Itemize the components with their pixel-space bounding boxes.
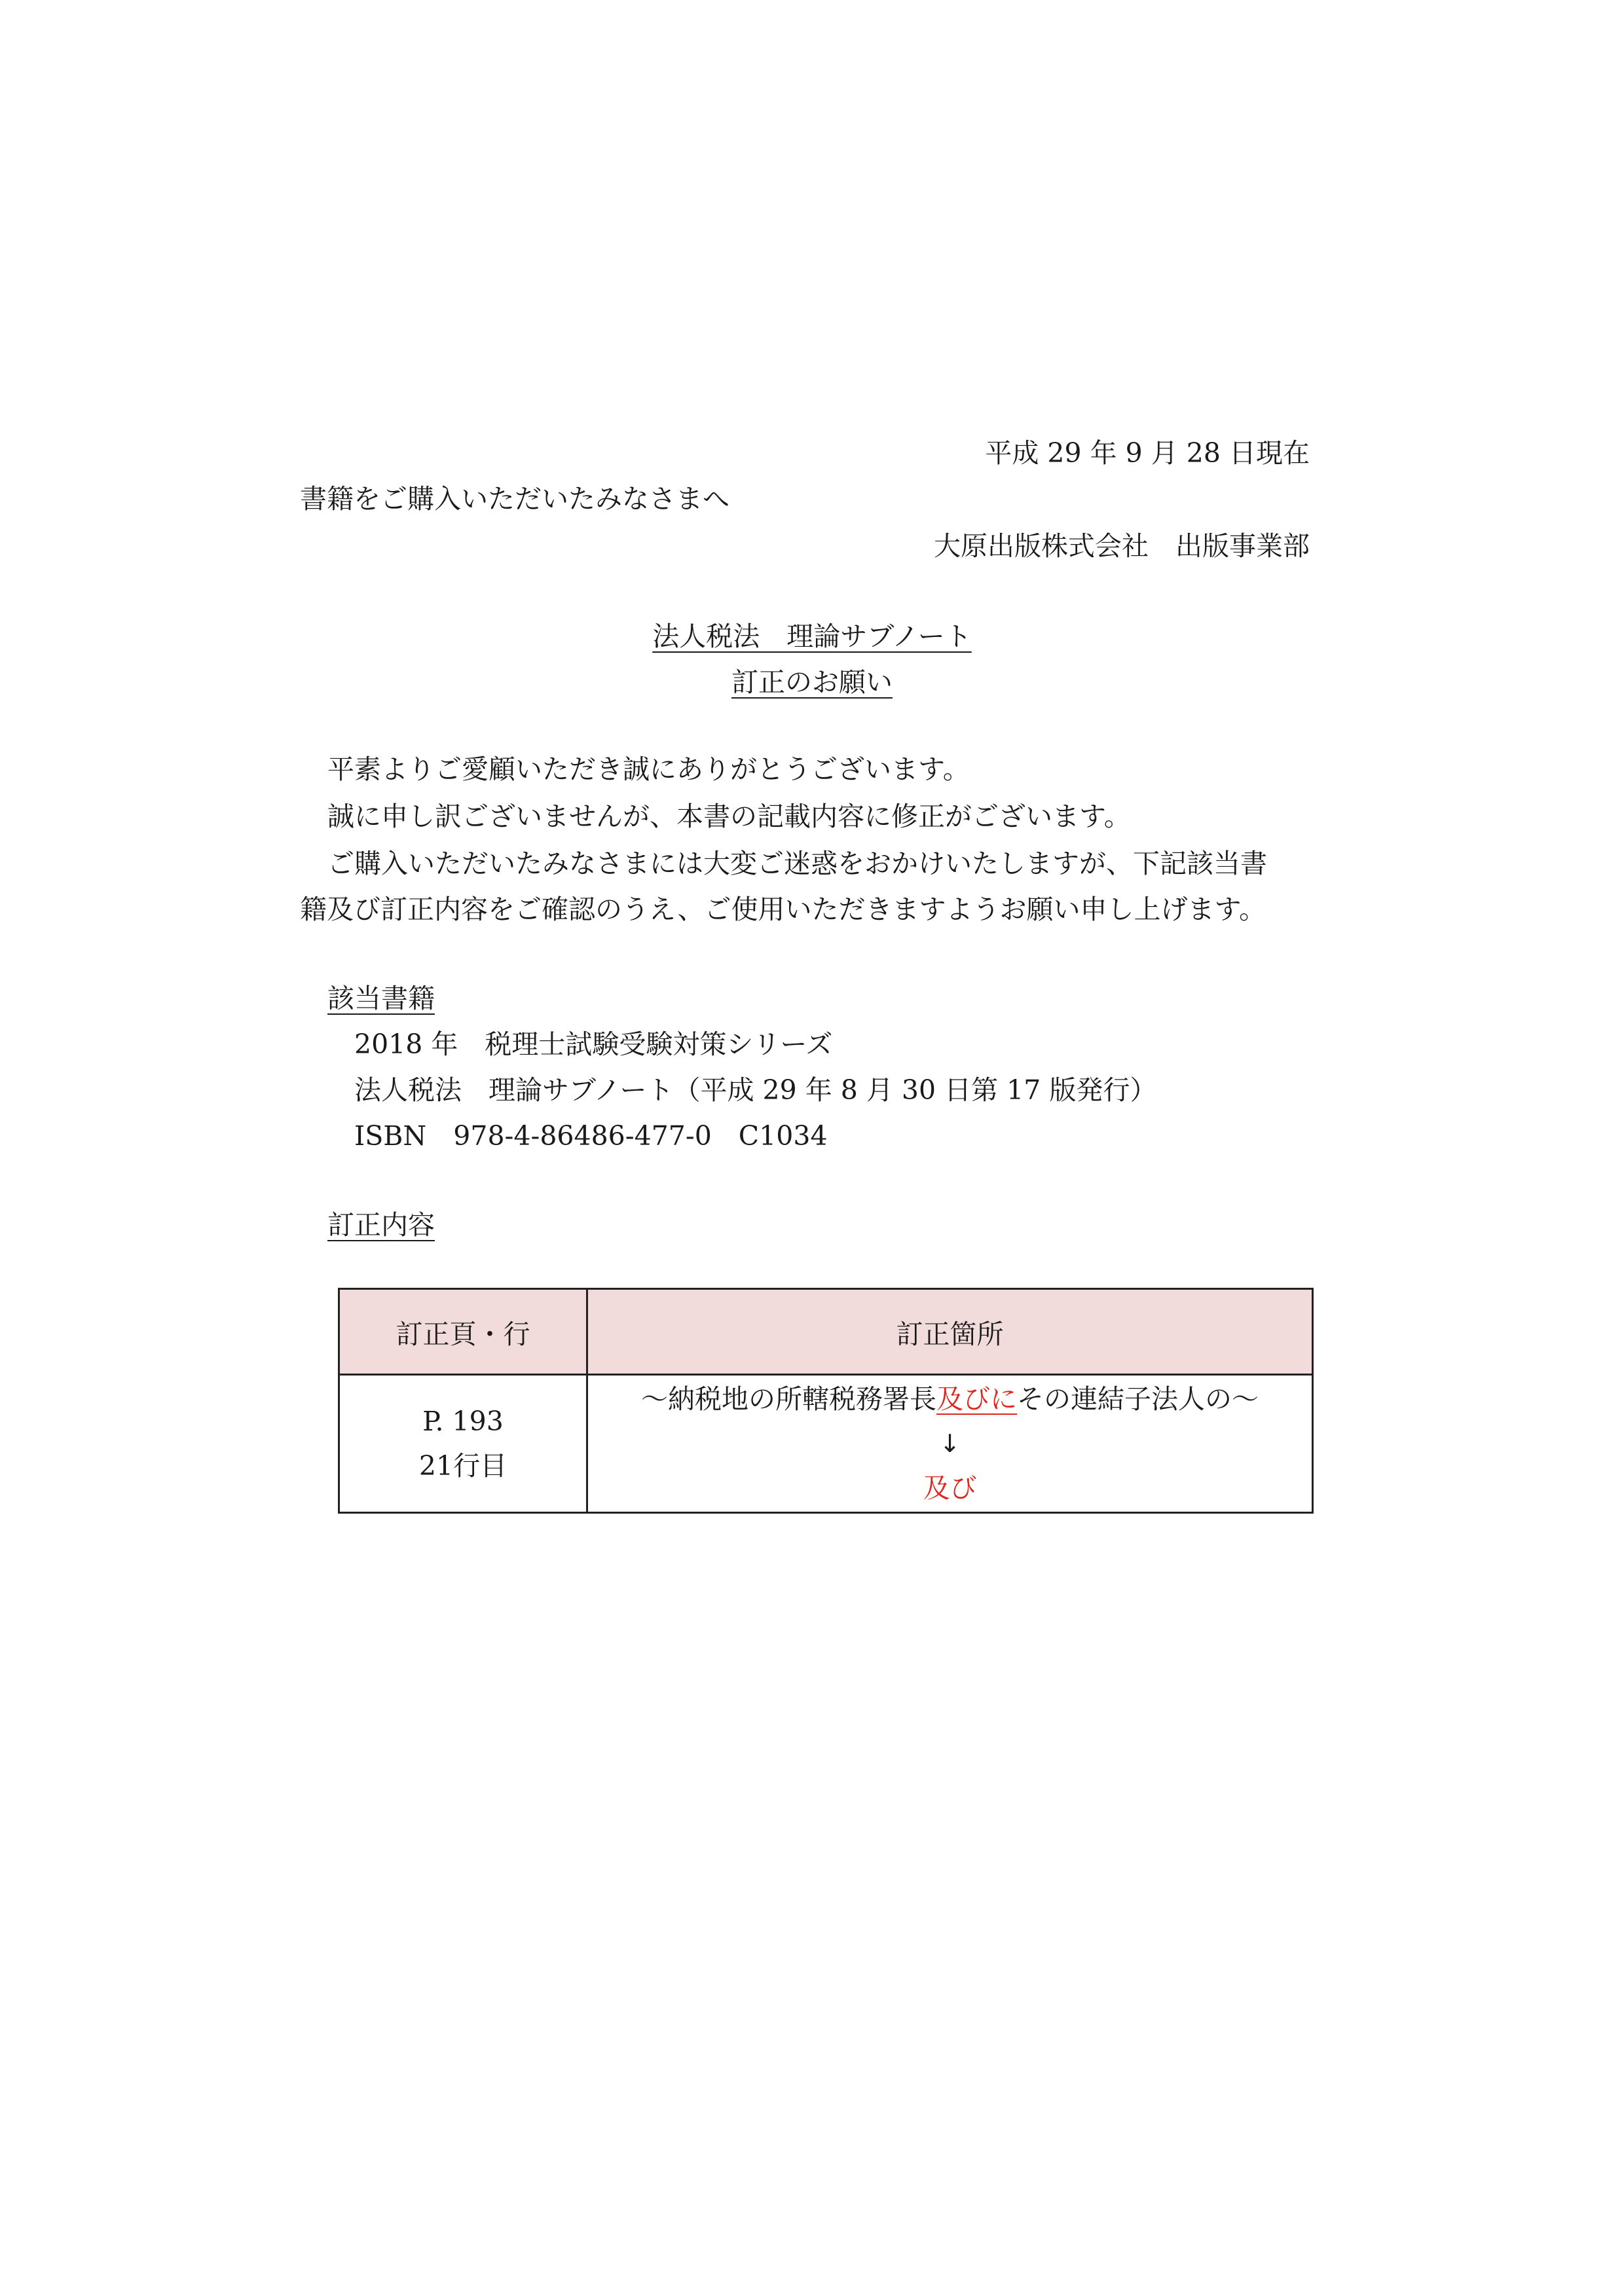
column-header-page-line: 訂正頁・行	[339, 1289, 587, 1375]
book-title: 法人税法 理論サブノート（平成 29 年 8 月 30 日第 17 版発行）	[354, 1074, 1157, 1106]
book-heading	[327, 980, 435, 1017]
before-suffix: その連結子法人の～	[1017, 1383, 1259, 1415]
cell-line: 21行目	[418, 1450, 507, 1482]
body-paragraph-2: 誠に申し訳ございませんが、本書の記載内容に修正がございます。	[327, 801, 1131, 832]
document-title	[0, 618, 1624, 655]
document-subtitle	[0, 664, 1624, 701]
document-title-text: 法人税法 理論サブノート	[652, 621, 972, 652]
cell-correction-detail	[587, 1375, 1313, 1513]
body-paragraph-1: 平素よりご愛顧いただき誠にありがとうございます。	[327, 754, 970, 785]
after-text: 及び	[923, 1472, 977, 1504]
column-header-correction-detail: 訂正箇所	[587, 1289, 1313, 1375]
correction-table-header-row	[339, 1289, 1313, 1375]
before-text	[588, 1377, 1312, 1421]
correction-heading	[327, 1207, 435, 1243]
book-heading-text: 該当書籍	[327, 983, 435, 1014]
before-wrong-text: 及びに	[936, 1383, 1017, 1415]
table-row	[339, 1375, 1313, 1513]
correction-heading-text: 訂正内容	[327, 1209, 435, 1241]
body-paragraph-3-line-2: 籍及び訂正内容をご確認のうえ、ご使用いただきますようお願い申し上げます。	[300, 894, 1266, 925]
book-series: 2018 年 税理士試験受験対策シリーズ	[354, 1029, 833, 1060]
cell-page-line	[339, 1375, 587, 1513]
down-arrow-icon: ↓	[939, 1429, 961, 1458]
book-isbn: ISBN 978-4-86486-477-0 C1034	[354, 1120, 828, 1152]
date-line: 平成 29 年 9 月 28 日現在	[985, 437, 1310, 469]
document-subtitle-text: 訂正のお願い	[731, 666, 893, 698]
before-prefix: ～納税地の所轄税務署長	[641, 1383, 936, 1415]
recipient-line: 書籍をご購入いただいたみなさまへ	[300, 483, 729, 515]
cell-page: P. 193	[422, 1406, 504, 1437]
correction-table	[338, 1288, 1314, 1514]
body-paragraph-3-line-1: ご購入いただいたみなさまには大変ご迷惑をおかけいたしますが、下記該当書	[327, 848, 1267, 879]
publisher-line: 大原出版株式会社 出版事業部	[934, 530, 1310, 562]
